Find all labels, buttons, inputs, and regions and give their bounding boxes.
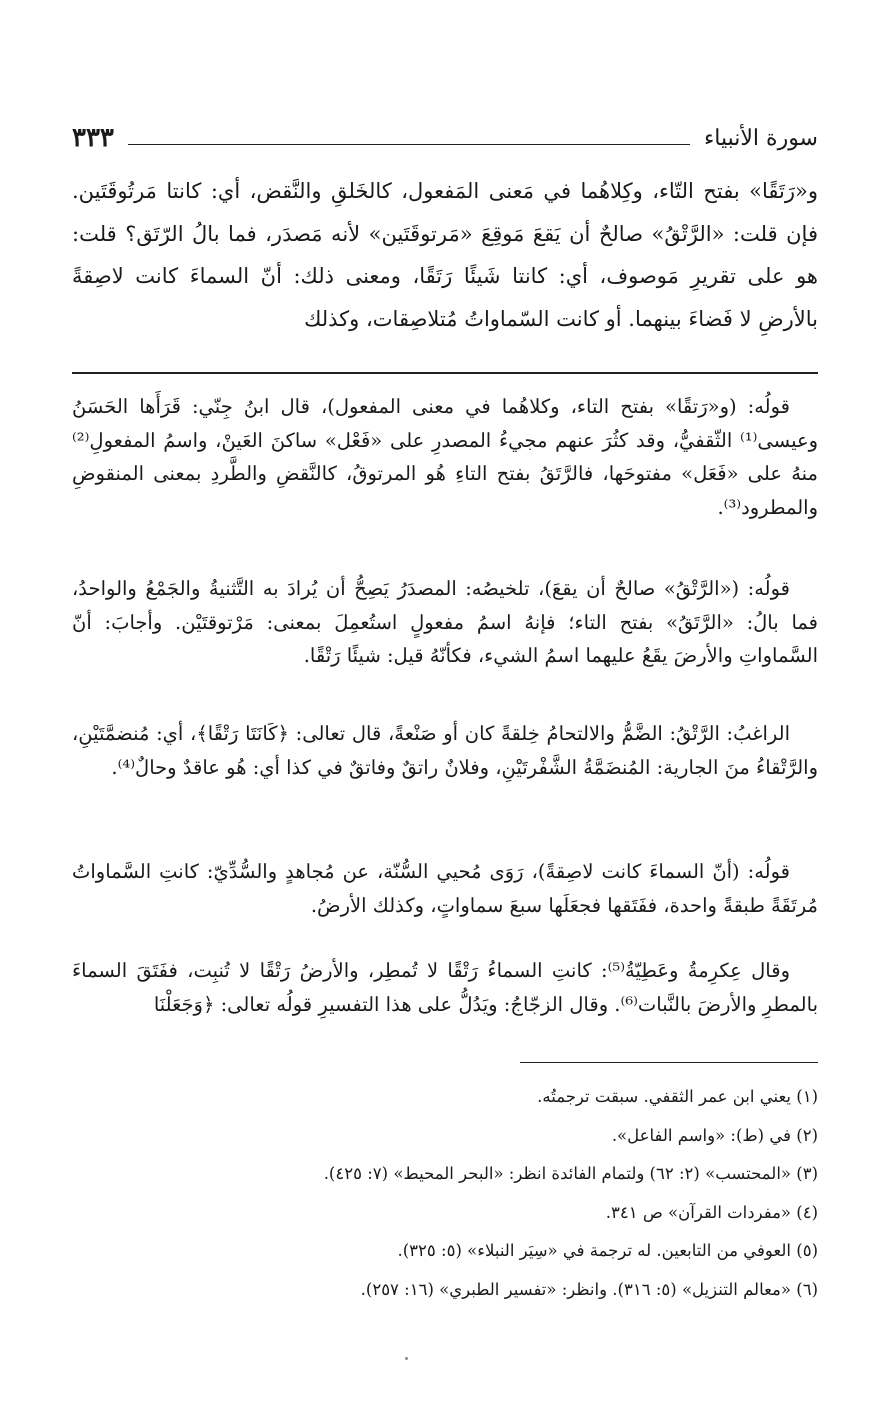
commentary-paragraph: الراغبُ: الرَّتْقُ: الضَّمُّ والالتحامُ خِلقةً كان أو صَنْعةً، قال تعالى: ﴿كَانَتَا رَتْقًا﴾، أي: مُنضمَّتَيْنِ، والرَّتْقاءُ منَ الجارية: المُنضَمَّةُ الشَّفْرتَيْنِ، وفلانٌ راتقٌ وفاتقٌ في كذا أي: هُو عاقدٌ وحالٌ⁽⁴⁾.	[72, 722, 818, 779]
footnote: (٥) العوفي من التابعين. له ترجمة في «سِيَر النبلاء» (٥: ٣٢٥).	[397, 1241, 818, 1260]
footnote-divider	[520, 1062, 818, 1063]
commentary-paragraph: وقال عِكرِمةُ وعَطِيّةُ⁽⁵⁾: كانتِ السماءُ رَتْقًا لا تُمطِر، والأرضُ رَتْقًا لا تُنبِت، ففَتَقَ السماءَ بالمطرِ والأرضَ بالنَّبات⁽⁶⁾. وقال الزجّاجُ: ويَدُلُّ على هذا التفسيرِ قولُه تعالى: ﴿وَجَعَلْنَا	[72, 959, 818, 1016]
footnote: (٣) «المحتسب» (٢: ٦٢) ولتمام الفائدة انظر: «البحر المحيط» (٧: ٤٢٥).	[323, 1164, 818, 1183]
commentary-paragraph: قولُه: (و«رَتقًا» بفتح التاء، وكلاهُما في معنى المفعول)، قال ابنُ جِنّي: قَرَأَها الحَسَنُ وعيسى⁽¹⁾ الثّقفيُّ، وقد كثُرَ عنهم مجيءُ المصدرِ على «فَعْل» ساكنَ العَينْ، واسمُ المفعولِ⁽²⁾ منهُ على «فَعَل» مفتوحَها، فالرَّتَقُ بفتح التاءِ هُو المرتوقُ، كالنَّقضِ والطَّردِ بمعنى المنقوضِ والمطرود⁽³⁾.	[72, 395, 818, 519]
main-text: و«رَتَقًا» بفتح التّاء، وكِلاهُما في مَعنى المَفعول، كالخَلقِ والنَّقض، أي: كانتا مَرتُوقَتَين. فإن قلت: «الرَّتْقُ» صالحٌ أن يَقعَ مَوقِعَ «مَرتوقَتَين» لأنه مَصدَر، فما بالُ الرّتَق؟ قلت: هو على تقريرِ مَوصوف، أي: كانتا شَيئًا رَتَقًا، ومعنى ذلك: أنّ السماءَ كانت لاصِقةً بالأرضِ لا فَضاءَ بينهما. أو كانت السّماواتُ مُتلاصِقات، وكذلك	[72, 179, 818, 331]
header-rule	[128, 144, 690, 145]
footnote: (٦) «معالم التنزيل» (٥: ٣١٦). وانظر: «تفسير الطبري» (١٦: ٢٥٧).	[360, 1279, 818, 1299]
page-number: ٣٣٣	[72, 123, 114, 153]
footnote: (٤) «مفردات القرآن» ص ٣٤١.	[605, 1202, 818, 1222]
footnote: (٢) في (ط): «واسم الفاعل».	[611, 1125, 818, 1145]
footnotes-list	[72, 1082, 818, 1313]
surah-title: سورة الأنبياء	[703, 125, 818, 151]
main-text-divider	[72, 372, 818, 374]
footnote: (١) يعني ابن عمر الثقفي. سبقت ترجمتُه.	[537, 1087, 818, 1106]
running-header	[72, 118, 818, 158]
commentary-paragraph: قولُه: (أنّ السماءَ كانت لاصِقةً)، رَوَى مُحيي السُّنّة، عن مُجاهدٍ والسُّدِّيّ: كانتِ السَّماواتُ مُرتَقَةً طبقةً واحدة، ففَتَقها فجعَلَها سبعَ سماواتٍ، وكذلك الأرضُ.	[72, 860, 818, 917]
page-speck	[405, 1357, 408, 1360]
commentary-paragraph: قولُه: («الرَّتْقُ» صالحٌ أن يقعَ)، تلخيصُه: المصدَرُ يَصِحُّ أن يُرادَ به التَّثنيةُ والجَمْعُ والواحدُ، فما بالُ: «الرَّتَقُ» بفتح التاء؛ فإنهُ اسمُ مفعولٍ استُعمِلَ بمعنى: مَرْتوقتَيْن. وأجابَ: أنّ السَّماواتِ والأرضَ يقَعُ عليهما اسمُ الشيء، فكأنّهُ قيل: شيئًا رَتْقًا.	[72, 577, 818, 667]
